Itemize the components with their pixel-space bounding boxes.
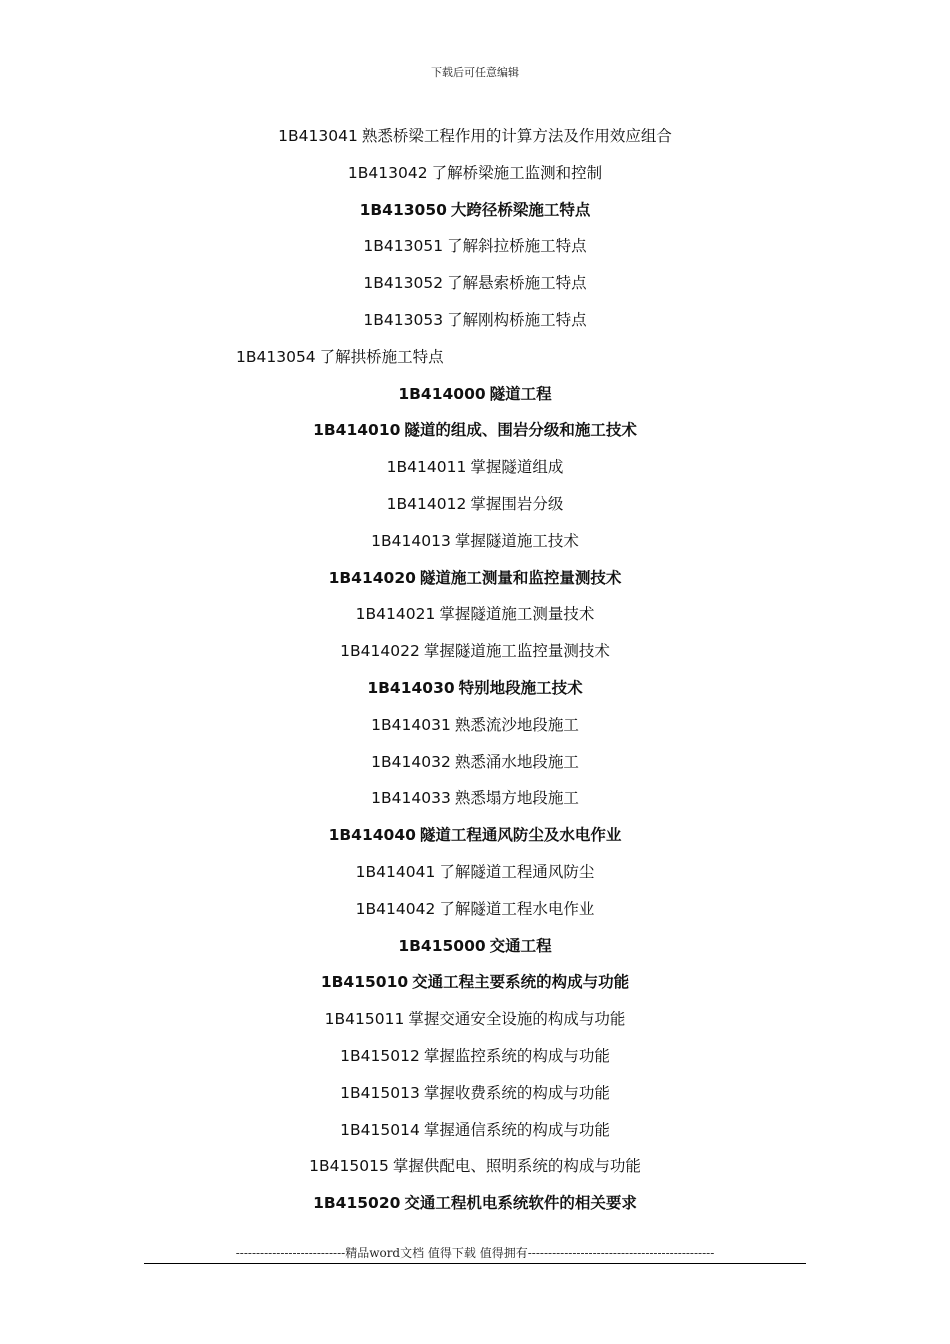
item-code: 1B413042 — [347, 163, 428, 182]
outline-item — [0, 529, 950, 566]
item-text: 掌握交通安全设施的构成与功能 — [408, 1010, 626, 1029]
item-text: 熟悉涌水地段施工 — [454, 752, 579, 771]
outline-item — [0, 308, 950, 345]
item-text: 交通工程 — [489, 936, 552, 955]
outline-item — [0, 1118, 950, 1155]
item-code: 1B415014 — [340, 1120, 420, 1139]
item-code: 1B415011 — [324, 1010, 405, 1029]
section-heading — [0, 1191, 950, 1228]
item-text: 了解悬索桥施工特点 — [447, 274, 587, 293]
item-code: 1B413051 — [363, 237, 444, 256]
section-heading — [0, 198, 950, 235]
item-text: 熟悉塌方地段施工 — [454, 789, 579, 808]
item-code: 1B413050 — [359, 200, 447, 219]
item-text: 掌握通信系统的构成与功能 — [423, 1120, 610, 1139]
outline-item — [0, 860, 950, 897]
item-text: 掌握隧道施工测量技术 — [439, 605, 595, 624]
item-code: 1B414032 — [371, 752, 451, 771]
outline-item — [0, 1007, 950, 1044]
item-code: 1B414012 — [386, 494, 467, 513]
outline-item — [0, 639, 950, 676]
item-text: 了解桥梁施工监测和控制 — [431, 163, 603, 182]
item-text: 大跨径桥梁施工特点 — [450, 200, 591, 219]
item-code: 1B413054 — [236, 347, 316, 366]
page-header: 下载后可任意编辑 — [431, 66, 519, 79]
item-code: 1B414013 — [371, 531, 451, 550]
item-text: 隧道工程通风防尘及水电作业 — [419, 826, 622, 845]
outline-item — [0, 124, 950, 161]
outline-item — [0, 161, 950, 198]
item-text: 掌握隧道组成 — [470, 458, 564, 477]
item-code: 1B414021 — [355, 605, 436, 624]
item-code: 1B415020 — [313, 1194, 401, 1213]
item-text: 了解隧道工程通风防尘 — [439, 862, 595, 881]
outline-item — [0, 1044, 950, 1081]
item-code: 1B415013 — [340, 1083, 420, 1102]
item-code: 1B415010 — [320, 973, 409, 992]
item-text: 隧道的组成、围岩分级和施工技术 — [404, 421, 637, 440]
item-code: 1B414011 — [386, 458, 467, 477]
item-text: 了解拱桥施工特点 — [319, 347, 444, 366]
outline-item — [0, 602, 950, 639]
item-text: 了解隧道工程水电作业 — [439, 899, 595, 918]
item-code: 1B414031 — [371, 715, 451, 734]
item-code: 1B414010 — [313, 421, 401, 440]
section-heading — [0, 823, 950, 860]
item-code: 1B415015 — [309, 1157, 389, 1176]
item-code: 1B413053 — [363, 310, 444, 329]
page-footer: ---------------------------精品word文档 值得下载 值得拥有---------------------------------------------- — [235, 1246, 715, 1260]
item-text: 掌握围岩分级 — [470, 494, 564, 513]
outline-item — [0, 897, 950, 934]
section-heading — [0, 566, 950, 603]
item-code: 1B414020 — [328, 568, 416, 587]
section-heading — [0, 382, 950, 419]
section-heading — [0, 418, 950, 455]
item-code: 1B414033 — [371, 789, 451, 808]
item-code: 1B413041 — [278, 127, 358, 145]
outline-item — [0, 455, 950, 492]
item-text: 了解斜拉桥施工特点 — [447, 237, 587, 256]
item-text: 掌握收费系统的构成与功能 — [423, 1083, 610, 1102]
item-code: 1B414041 — [355, 862, 436, 881]
item-text: 隧道工程 — [489, 384, 552, 403]
section-heading — [0, 934, 950, 971]
item-text: 掌握隧道施工技术 — [454, 531, 579, 550]
item-text: 熟悉桥梁工程作用的计算方法及作用效应组合 — [361, 127, 672, 145]
outline-item — [0, 713, 950, 750]
item-text: 交通工程主要系统的构成与功能 — [412, 973, 630, 992]
item-text: 特别地段施工技术 — [458, 678, 583, 697]
item-code: 1B415012 — [340, 1046, 420, 1065]
outline-item — [0, 345, 950, 382]
item-text: 掌握监控系统的构成与功能 — [423, 1046, 610, 1065]
item-code: 1B415000 — [398, 936, 486, 955]
item-text: 了解刚构桥施工特点 — [447, 310, 587, 329]
item-text: 熟悉流沙地段施工 — [454, 715, 579, 734]
outline-item — [0, 1154, 950, 1191]
outline-item — [0, 234, 950, 271]
item-code: 1B414040 — [328, 826, 416, 845]
outline-item — [0, 271, 950, 308]
outline-item — [0, 786, 950, 823]
item-code: 1B414042 — [355, 899, 436, 918]
item-code: 1B414000 — [398, 384, 486, 403]
outline-item — [0, 750, 950, 787]
item-code: 1B413052 — [363, 274, 444, 293]
item-text: 掌握隧道施工监控量测技术 — [423, 642, 610, 661]
item-text: 交通工程机电系统软件的相关要求 — [404, 1194, 637, 1213]
item-code: 1B414030 — [367, 678, 455, 697]
footer-rule — [144, 1263, 806, 1264]
outline-item — [0, 492, 950, 529]
item-text: 隧道施工测量和监控量测技术 — [419, 568, 622, 587]
item-code: 1B414022 — [340, 642, 420, 661]
outline-item — [0, 1081, 950, 1118]
section-heading — [0, 970, 950, 1007]
item-text: 掌握供配电、照明系统的构成与功能 — [392, 1157, 641, 1176]
outline-list — [0, 124, 950, 1228]
section-heading — [0, 676, 950, 713]
